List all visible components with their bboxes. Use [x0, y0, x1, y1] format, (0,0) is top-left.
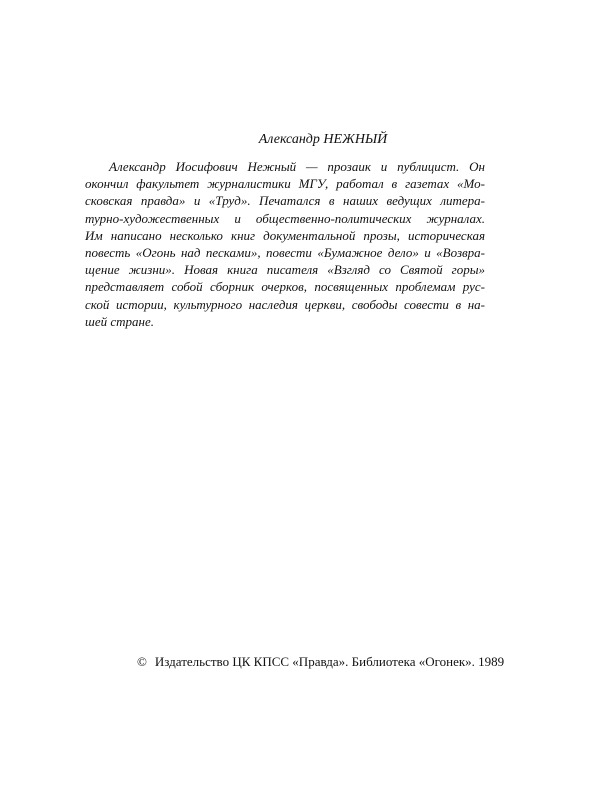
bio-line: шей стране.: [85, 313, 154, 329]
bio-line: ской истории, культурного наследия церкви, свободы совести в на-: [85, 296, 485, 312]
bio-line: окончил факультет журналистики МГУ, работал в газетах «Мо-: [85, 176, 485, 192]
bio-line: турно-художественных и общественно-политических журналах.: [85, 210, 485, 226]
copyright-text: Издательство ЦК КПСС «Правда». Библиотека «Огонек». 1989: [154, 654, 505, 669]
bio-line: сковская правда» и «Труд». Печатался в наших ведущих литера-: [85, 193, 485, 209]
bio-line: Александр Иосифович Нежный — прозаик и публицист. Он: [109, 159, 485, 174]
copyright-notice: [137, 654, 537, 670]
bio-line: щение жизни». Новая книга писателя «Взгляд со Святой горы»: [85, 262, 485, 278]
bio-line: Им написано несколько книг документальной прозы, историческая: [85, 227, 485, 243]
bio-line: повесть «Огонь над песками», повести «Бумажное дело» и «Возвра-: [85, 245, 485, 261]
author-biography: [85, 158, 485, 330]
bio-line: представляет собой сборник очерков, посвященных проблемам рус-: [85, 279, 485, 295]
author-name: Александр НЕЖНЫЙ: [258, 132, 388, 147]
copyright-icon: ©: [137, 654, 147, 669]
